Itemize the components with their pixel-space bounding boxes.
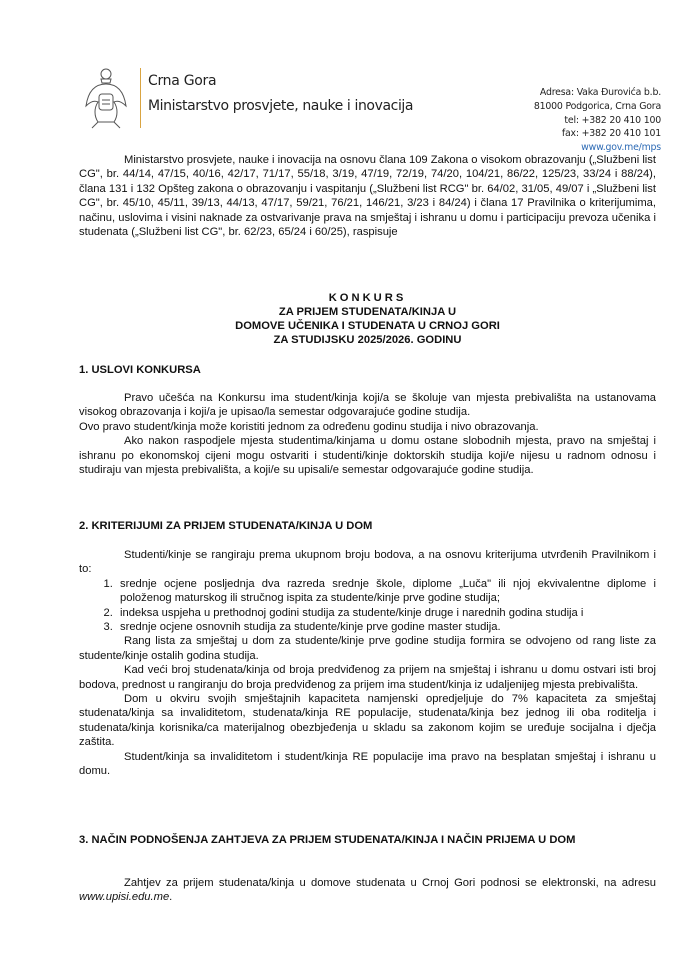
letterhead-divider — [140, 68, 141, 128]
section-1-heading: 1. USLOVI KONKURSA — [79, 364, 201, 376]
section-1-paragraph-1: Pravo učešća na Konkursu ima student/kinja koji/a se školuje van mjesta prebivališta na ustanovama visokog obrazovanja i koji/a je upisao/la semestar odgovarajuće godine studija. — [79, 392, 656, 419]
section-1-paragraph-2: Ovo pravo student/kinja može koristiti jednom za određenu godinu studija i nivo obrazovanja. — [79, 420, 539, 433]
section-2-paragraph-4: Dom u okviru svojih smještajnih kapaciteta namjenski opredjeljuje do 7% kapaciteta za smještaj studenata/kinja sa invaliditetom, studenata/kinja RE populacije, studenata/kinja bez jednog ili oba roditelja i studenata/kinja korisnika/ca materijalnog obezbjeđenja u skladu sa zakonom kojim se uređuje socijalna i dječja zaštita. — [79, 693, 656, 749]
criteria-item-3: 3. srednje ocjene osnovnih studija za studente/kinje prve godine master studija. — [116, 620, 656, 634]
telephone: tel: +382 20 410 100 — [564, 114, 661, 126]
coat-of-arms-logo — [84, 66, 128, 132]
letterhead-address — [534, 86, 661, 155]
website-link[interactable]: www.gov.me/mps — [581, 142, 661, 154]
section-2-paragraph-2: Rang lista za smještaj u dom za studente/kinje prve godine studija formira se odvojeno od rang liste za studente/kinje ostalih godina studija. — [79, 635, 656, 662]
section-2-body — [79, 548, 656, 779]
criteria-item-2: 2. indeksa uspjeha u prethodnoj godini studija za studente/kinje druge i narednih godina studija i — [116, 606, 656, 620]
criteria-item-1: 1. srednje ocjene posljednja dva razreda srednje škole, diplome „Luča" ili njoj ekvivalentne diplome i položenog maturskog ili stručnog ispita za studente/kinje prve godine studija; — [116, 577, 656, 606]
criteria-list — [59, 577, 656, 635]
section-2-paragraph-3: Kad veći broj studenata/kinja od broja predviđenog za prijem na smještaj i ishranu u domu ostvari isti broj bodova, prednost u rangiranju do broja predviđenog za prijem ima student/kinja iz udaljenijeg mjesta prebivališta. — [79, 664, 656, 691]
title-line-3: DOMOVE UČENIKA I STUDENATA U CRNOJ GORI — [235, 320, 500, 332]
section-3-heading: 3. NAČIN PODNOŠENJA ZAHTJEVA ZA PRIJEM STUDENATA/KINJA I NAČIN PRIJEMA U DOM — [79, 834, 576, 846]
letterhead-ministry: Ministarstvo prosvjete, nauke i inovacija — [148, 98, 414, 114]
title-konkurs: KONKURS — [328, 292, 407, 304]
address-line-1: Adresa: Vaka Đurovića b.b. — [539, 87, 661, 98]
section-3-text-end: . — [169, 891, 173, 904]
upisi-link[interactable]: www.upisi.edu.me — [79, 891, 170, 904]
section-1-paragraph-3: Ako nakon raspodjele mjesta studentima/kinjama u domu ostane slobodnih mjesta, pravo na smještaj i ishranu po ekonomskoj cijeni mogu ostvariti i studenti/kinje doktorskih studija koji/e nijesu u radnom odnosu i studiraju van mjesta prebivališta, a koji/e su upisali/e semestar odgovarajuće godine studija. — [79, 435, 656, 477]
section-3-paragraph-1 — [79, 876, 656, 905]
intro-paragraph: Ministarstvo prosvjete, nauke i inovacija na osnovu člana 109 Zakona o visokom obrazovanju („Službeni list CG", br. 44/14, 47/15, 40/16, 42/17, 71/17, 55/18, 3/19, 47/19, 72/19, 74/20, 104/21, 86/22, 125/23, 33/24 i 88/24), člana 131 i 132 Opšteg zakona o obrazovanju i vaspitanju („Službeni list RCG" br. 64/02, 31/05, 49/07 i „Službeni list CG", br. 45/10, 45/11, 39/13, 44/13, 47/17, 59/21, 76/21, 146/21, 3/23 i 84/24) i člana 17 Pravilnika o kriterijumima, načinu, uslovima i visini naknade za ostvarivanje prava na smještaj i ishranu u domu i participaciju prevoza učenika i studenata („Službeni list CG", br. 62/23, 65/24 i 60/25), raspisuje — [79, 154, 656, 239]
section-3-text: Zahtjev za prijem studenata/kinja u domove studenata u Crnoj Gori podnosi se elektronski, na adresu — [124, 877, 656, 889]
section-2-paragraph-1: Studenti/kinje se rangiraju prema ukupnom broju bodova, a na osnovu kriterijuma utvrđenih Pravilnikom i to: — [79, 549, 656, 576]
letterhead-country: Crna Gora — [148, 73, 217, 89]
title-line-2: ZA PRIJEM STUDENATA/KINJA U — [278, 306, 457, 318]
fax: fax: +382 20 410 101 — [561, 128, 661, 140]
document-title — [79, 291, 656, 347]
section-2-paragraph-5: Student/kinja sa invaliditetom i student/kinja RE populacije ima pravo na besplatan smještaj i ishranu u domu. — [79, 750, 656, 778]
title-line-4: ZA STUDIJSKU 2025/2026. GODINU — [273, 334, 462, 346]
section-2-heading: 2. KRITERIJUMI ZA PRIJEM STUDENATA/KINJA U DOM — [79, 520, 373, 532]
address-line-2: 81000 Podgorica, Crna Gora — [533, 100, 661, 112]
section-1-body — [79, 391, 656, 477]
